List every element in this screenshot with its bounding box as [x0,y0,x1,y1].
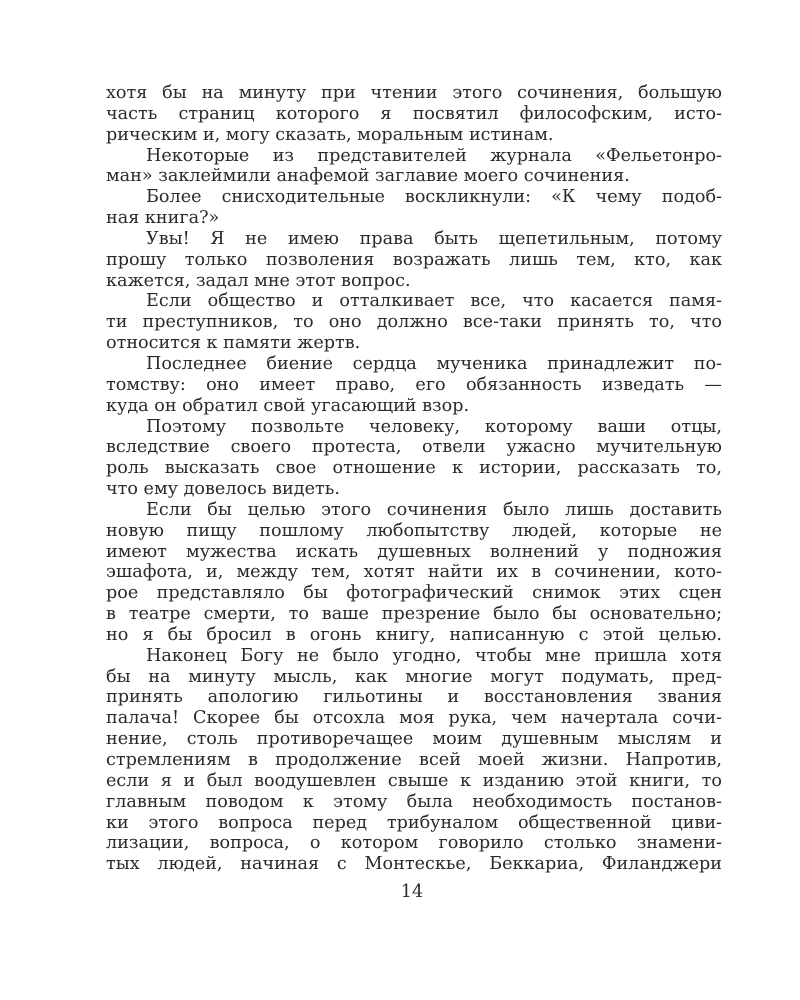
text-line: ман» заклеймили анафемой заглавие моего сочинения. [106,166,630,187]
text-line: рическим и, могу сказать, моральным истинам. [106,124,554,145]
text-line: Последнее биение сердца мученика принадлежит по- [146,353,722,374]
text-line: Если бы целью этого сочинения было лишь доставить [146,499,722,520]
text-line: Увы! Я не имею права быть щепетильным, потому [146,228,722,249]
text-line: прошу только позволения возражать лишь тем, кто, как [106,249,722,270]
text-line: главным поводом к этому была необходимость постанов- [106,791,722,812]
page-number: 14 [400,882,424,902]
text-line: вследствие своего протеста, отвели ужасно мучительную [106,437,722,458]
text-line: кажется, задал мне этот вопрос. [106,270,411,291]
text-line: хотя бы на минуту при чтении этого сочинения, большую [106,83,722,103]
text-line: Более снисходительные воскликнули: «К чему подоб- [146,187,722,208]
text-line: имеют мужества искать душевных волнений у подножия [106,541,722,562]
text-line: относится к памяти жертв. [106,333,361,354]
text-line: томству: оно имеет право, его обязанность изведать — [106,374,722,395]
text-line: эшафота, и, между тем, хотят найти их в сочинении, кото- [106,562,722,583]
text-line: что ему довелось видеть. [106,479,340,500]
text-line: Поэтому позвольте человеку, которому ваши отцы, [146,416,722,437]
text-line: в театре смерти, то ваше презрение было бы основательно; [106,604,722,625]
text-line: куда он обратил свой угасающий взор. [106,395,470,416]
text-line: рое представляло бы фотографический снимок этих сцен [106,583,722,604]
text-line: роль высказать свое отношение к истории, рассказать то, [106,458,722,479]
text-line: Наконец Богу не было угодно, чтобы мне пришла хотя [146,645,722,666]
text-line: нение, столь противоречащее моим душевным мыслям и [106,729,722,750]
text-line: тых людей, начиная с Монтескье, Беккариа, Филанджери [106,854,722,875]
text-line: Некоторые из представителей журнала «Фельетонро- [146,145,722,166]
text-line: принять апологию гильотины и восстановления звания [106,687,722,708]
text-line: лизации, вопроса, о котором говорило столько знамени- [106,833,722,854]
text-line: палача! Скорее бы отсохла моя рука, чем начертала сочи- [106,708,722,729]
text-line: ки этого вопроса перед трибуналом общественной циви- [106,812,722,833]
text-line: Если общество и отталкивает все, что касается памя- [146,291,722,312]
text-line: часть страниц которого я посвятил философским, исто- [106,103,722,124]
page-body-text [106,83,722,875]
text-line: ная книга?» [106,208,220,229]
text-line: но я бы бросил в огонь книгу, написанную с этой целью. [106,624,722,645]
text-line: если я и был воодушевлен свыше к изданию этой книги, то [106,770,722,791]
text-line: новую пищу пошлому любопытству людей, которые не [106,520,722,541]
text-line: стремлениям в продолжение всей моей жизни. Напротив, [106,750,722,770]
text-line: ти преступников, то оно должно все-таки принять то, что [106,312,722,333]
text-line: бы на минуту мысль, как многие могут подумать, пред- [106,666,722,687]
